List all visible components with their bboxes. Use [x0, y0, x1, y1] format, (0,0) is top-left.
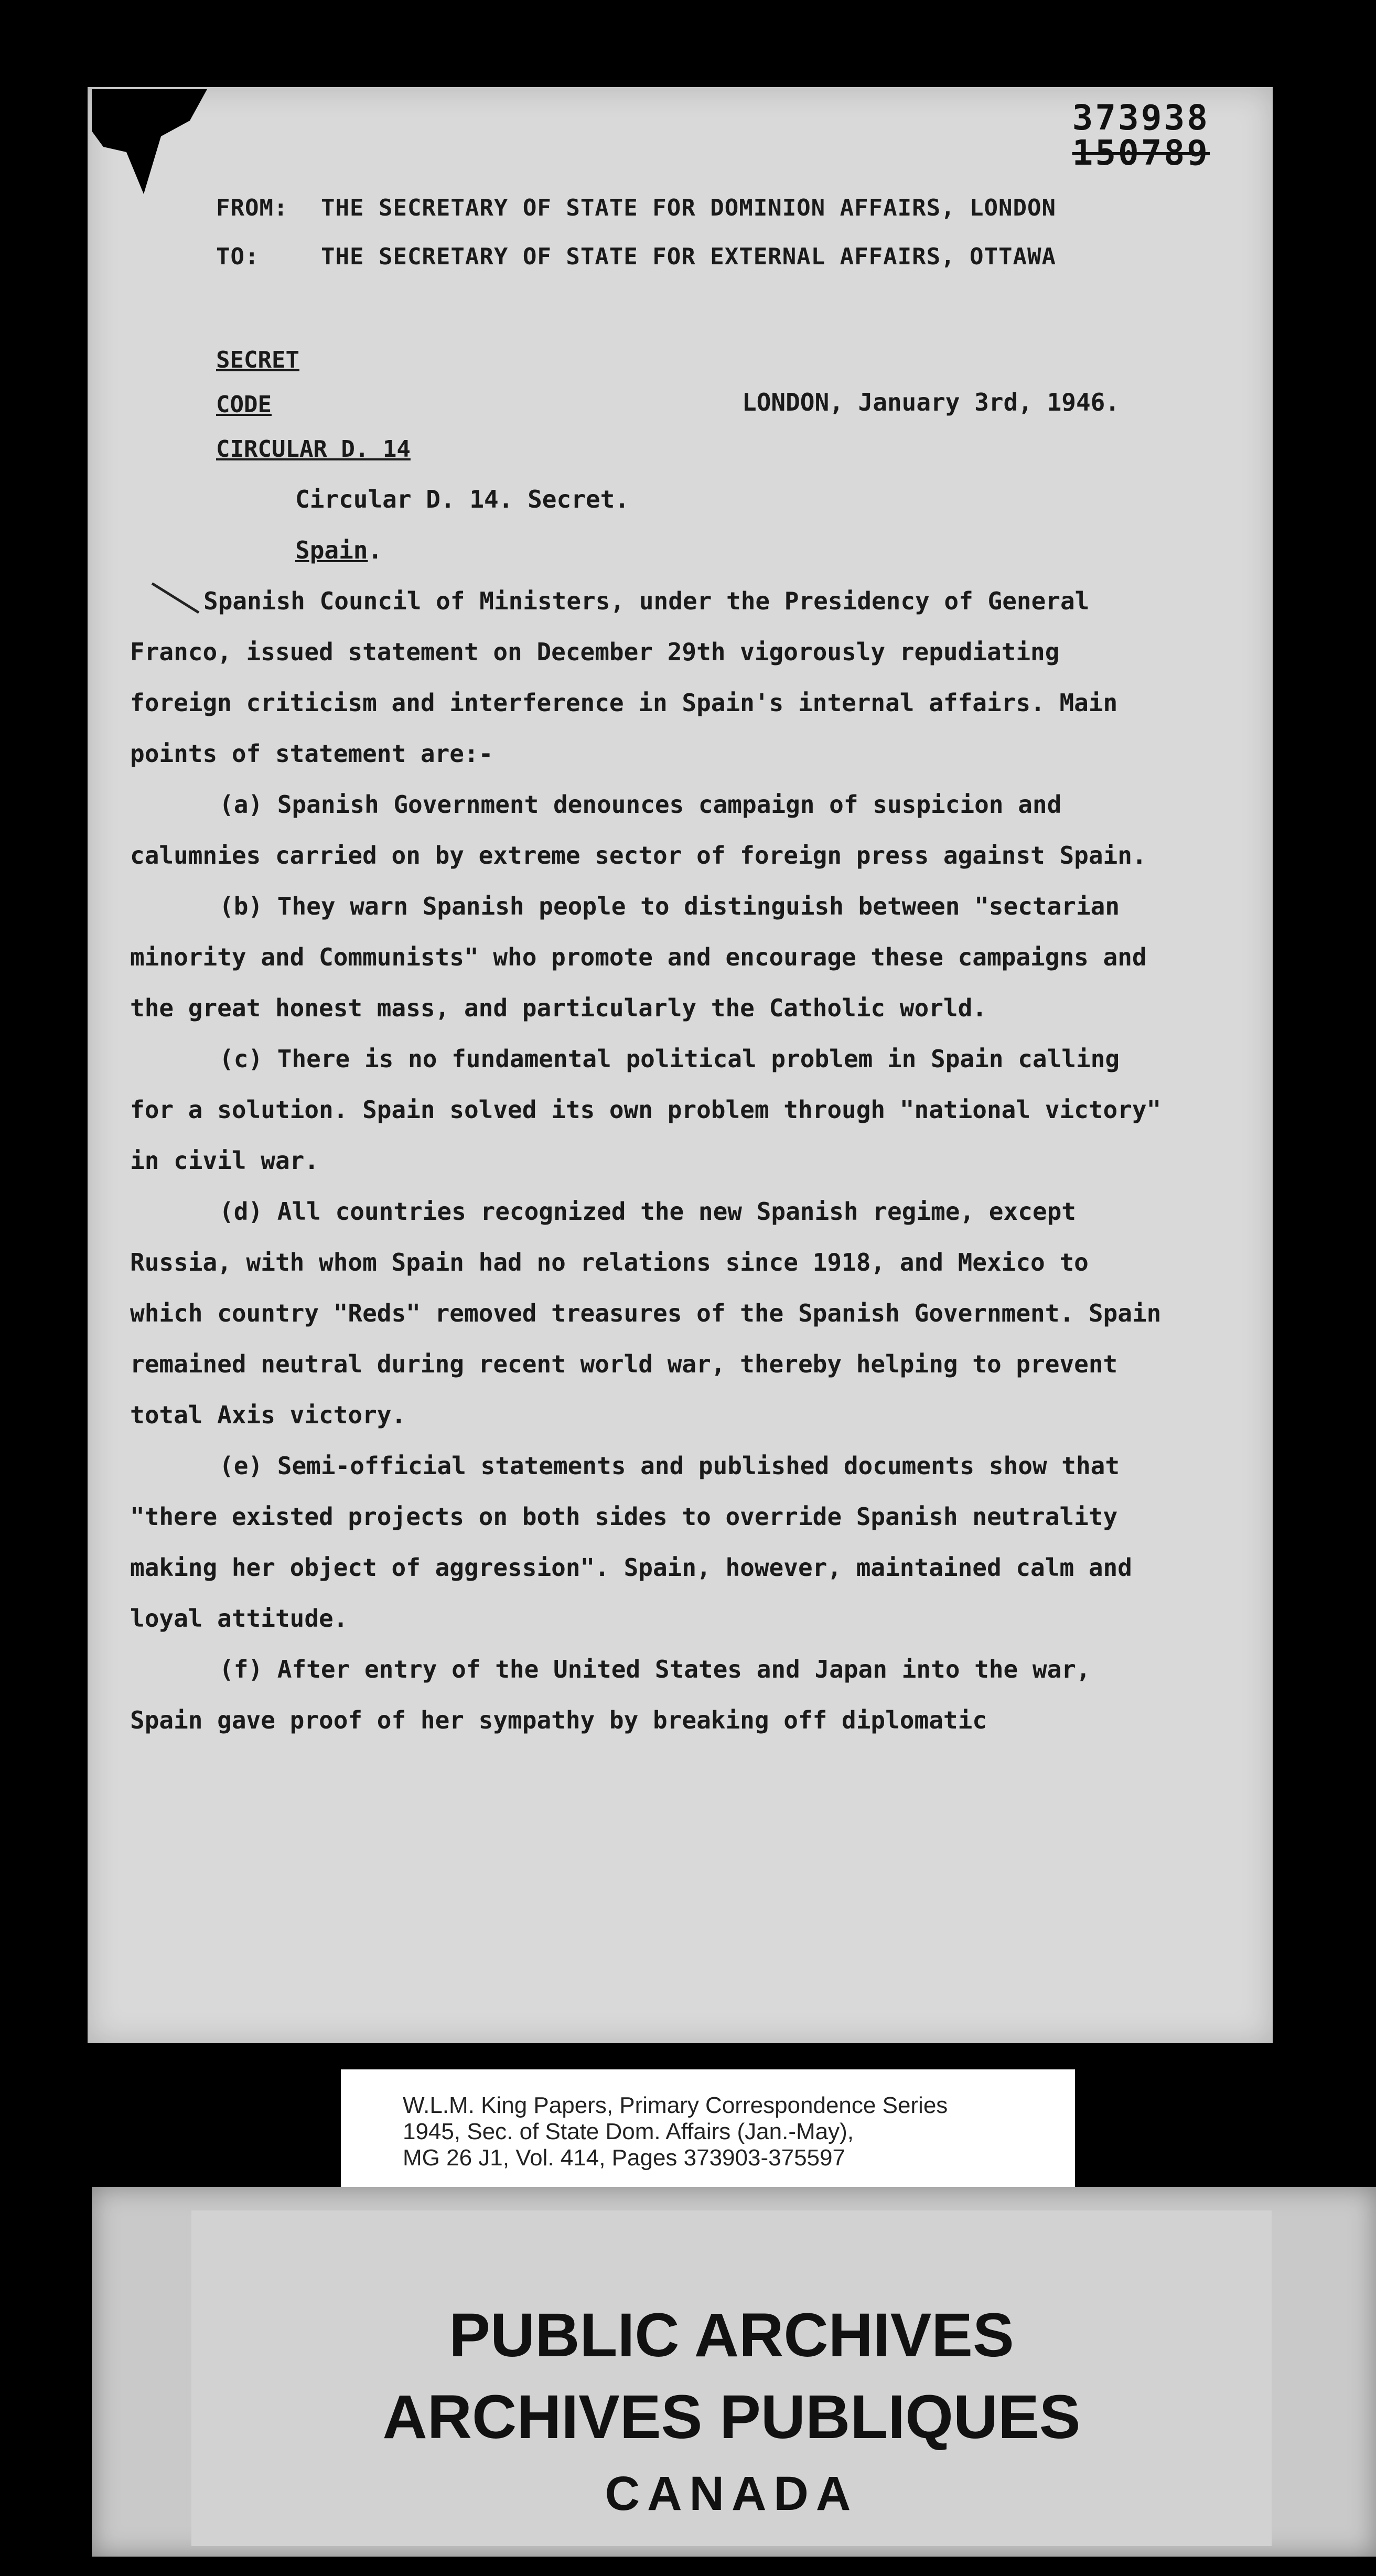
stamp-line-3: CANADA — [605, 2467, 858, 2520]
archives-stamp — [92, 2187, 1376, 2557]
point-b: (b) They warn Spanish people to distinguish between "sectarian minority and Communists" who promote and encourage these campaigns and the great honest mass, and particularly the Catholic world. — [130, 892, 1147, 1022]
stamp-line-1: PUBLIC ARCHIVES — [449, 2301, 1014, 2370]
circular-ref: CIRCULAR D. 14 — [216, 436, 411, 463]
from-label: FROM: — [216, 195, 288, 221]
from-text: THE SECRETARY OF STATE FOR DOMINION AFFAIRS, LONDON — [321, 195, 1057, 221]
to-text: THE SECRETARY OF STATE FOR EXTERNAL AFFAIRS, OTTAWA — [321, 243, 1057, 270]
archive-number-block — [1072, 98, 1210, 173]
point-d: (d) All countries recognized the new Spanish regime, except Russia, with whom Spain had no relations since 1918, and Mexico to which country "Reds" removed treasures of the Spanish Government. Spain remained neutral during recent world war, thereby helping to prevent total Axis victory. — [130, 1197, 1162, 1429]
point-a: (a) Spanish Government denounces campaign of suspicion and calumnies carried on by extreme sector of foreign press against Spain. — [130, 790, 1147, 870]
dateline: LONDON, January 3rd, 1946. — [742, 388, 1120, 416]
point-f: (f) After entry of the United States and Japan into the war, Spain gave proof of her sympathy by breaking off diplomatic — [130, 1655, 1091, 1734]
classification: SECRET — [216, 347, 299, 373]
subject-title: Spain — [295, 536, 368, 564]
stamp-line-2: ARCHIVES PUBLIQUES — [382, 2382, 1081, 2452]
crossed-number: 150789 — [1072, 133, 1210, 173]
archive-number: 373938 — [1072, 98, 1210, 138]
from-line — [216, 195, 1056, 221]
code-label: CODE — [216, 391, 272, 418]
citation-label: W.L.M. King Papers, Primary Correspondence Series 1945, Sec. of State Dom. Affairs (Jan.-May), MG 26 J1, Vol. 414, Pages 373903-375597 — [341, 2069, 1075, 2187]
intro-paragraph: Spanish Council of Ministers, under the Presidency of General Franco, issued statement on December 29th vigorously repudiating foreign criticism and interference in Spain's internal affairs. Main points of statement are:- — [130, 587, 1118, 768]
subject-line: Circular D. 14. Secret. — [295, 485, 629, 513]
message-body — [130, 474, 1174, 1746]
to-line — [216, 243, 1056, 270]
point-e: (e) Semi-official statements and published documents show that "there existed projects on both sides to override Spanish neutrality making her object of aggression". Spain, however, maintained calm and loyal attitude. — [130, 1452, 1132, 1633]
to-label: TO: — [216, 243, 260, 270]
subject-title-line: Spain. — [295, 536, 383, 564]
point-c: (c) There is no fundamental political problem in Spain calling for a solution. Spain solved its own problem through "national victory" in civil war. — [130, 1045, 1162, 1175]
stamp-panel — [191, 2210, 1272, 2546]
